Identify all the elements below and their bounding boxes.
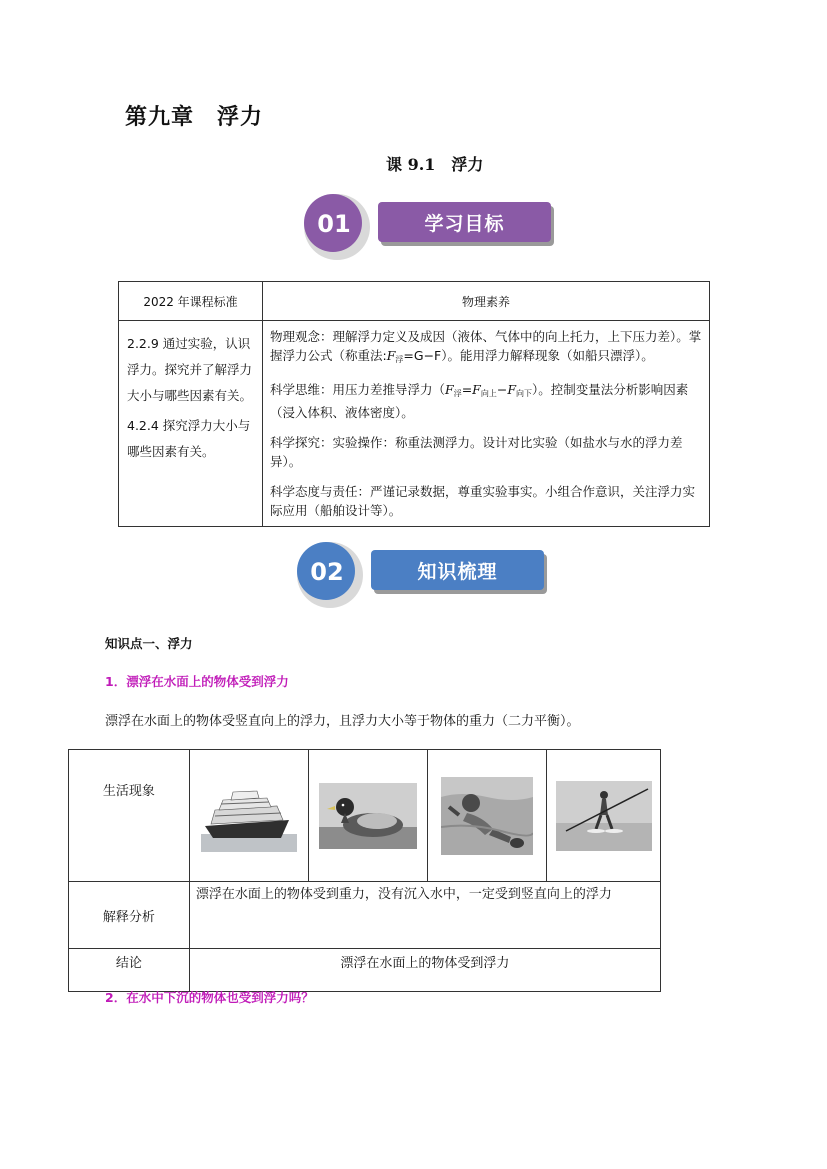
row-label-conclusion: 结论	[69, 949, 190, 992]
standard-item: 2.2.9 通过实验，认识浮力。探究并了解浮力大小与哪些因素有关。	[127, 336, 253, 403]
learning-goals-table	[118, 281, 710, 527]
header-literacy: 物理素养	[263, 282, 710, 321]
banner-number: 02	[310, 558, 344, 586]
chapter-title: 第九章 浮力	[125, 104, 264, 130]
phenomena-table	[68, 749, 661, 992]
literacy-concept: 物理观念：理解浮力定义及成因（液体、气体中的向上托力，上下压力差）。掌握浮力公式（称重法$:F_浮=G-F$）。能用浮力解释现象（如船只漂浮）。	[270, 329, 702, 364]
literacy-cell	[263, 321, 710, 527]
lesson-title: 课 9.1 浮力	[386, 155, 484, 174]
banner-label: 学习目标	[378, 202, 551, 242]
swimmer-photo	[428, 750, 547, 882]
swimmer-icon	[441, 777, 533, 855]
literacy-thinking: 科学思维：用压力差推导浮力$(F_浮=F_{向上}-F_{向下})$。控制变量法分析影响因素（浸入体积、液体密度）。	[270, 382, 689, 420]
banner-label: 知识梳理	[371, 550, 544, 590]
header-standard: 2022 年课程标准	[119, 282, 263, 321]
knowledge-point-title: 知识点一、浮力	[105, 636, 193, 651]
standard-item: 4.2.4 探究浮力大小与哪些因素有关。	[127, 418, 251, 459]
section-banner-goals	[302, 192, 572, 262]
conclusion-text: 漂浮在水面上的物体受到浮力	[189, 949, 660, 992]
water-walker-photo	[547, 750, 661, 882]
literacy-inquiry: 科学探究：实验操作：称重法测浮力。设计对比实验（如盐水与水的浮力差异）。	[270, 435, 683, 469]
section2-title: 2．在水中下沉的物体也受到浮力吗？	[105, 990, 314, 1005]
ship-icon	[201, 780, 297, 852]
water-walker-icon	[556, 781, 652, 851]
literacy-attitude: 科学态度与责任：严谨记录数据，尊重实验事实。小组合作意识，关注浮力实际应用（船舶设计等）。	[270, 484, 696, 518]
section-banner-knowledge	[295, 540, 565, 610]
duck-photo	[308, 750, 428, 882]
ship-photo	[189, 750, 308, 882]
banner-number: 01	[317, 210, 351, 238]
section1-paragraph: 漂浮在水面上的物体受竖直向上的浮力，且浮力大小等于物体的重力（二力平衡）。	[105, 714, 580, 729]
standards-cell	[119, 321, 263, 527]
row-label-phenomena: 生活现象	[69, 750, 190, 882]
analysis-text: 漂浮在水面上的物体受到重力，没有沉入水中，一定受到竖直向上的浮力	[189, 882, 660, 949]
duck-icon	[319, 783, 417, 849]
section1-title: 1．漂浮在水面上的物体受到浮力	[105, 674, 289, 689]
row-label-analysis: 解释分析	[69, 882, 190, 949]
